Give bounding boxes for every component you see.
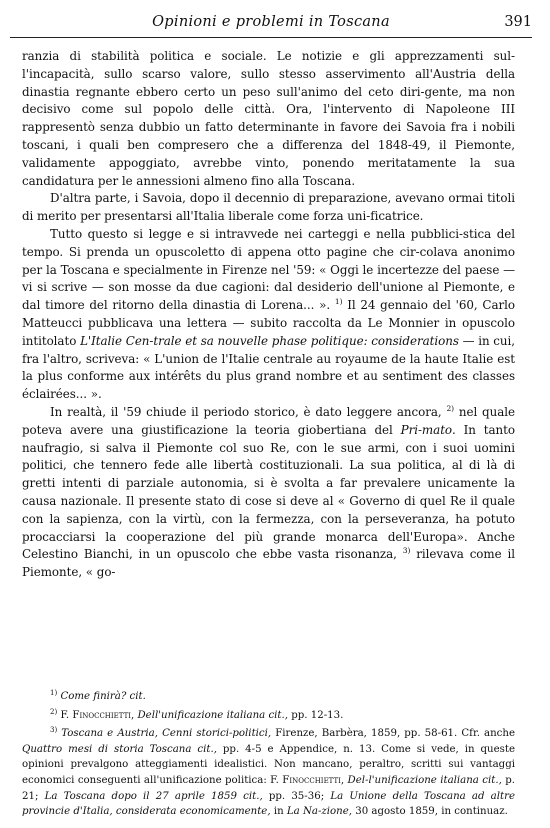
text-run: D'altra parte, i Savoia, dopo il decennio di preparazione, avevano ormai titoli di merito per presentarsi all'Italia liberale come forza uni-ficatrice. [22,191,515,224]
text-run: Tutto questo si legge e si intravvede nei carteggi e nella pubblici-stica del tempo. Si prenda un opuscoletto di appena otto pagine che cir-colava anonimo per la Toscana e specialmente in Firenze nel '59: « Oggi le incertezze del paese — vi si scrive — son mosse da due cagioni: dal desiderio dell'unione al Piemonte, e dal timore del ritorno della dinastia di Lorena... ». [22,226,515,313]
italic-run: La Na-zione, [286,806,352,818]
footnote-1-number: 1) [50,689,58,697]
footnote-3-text [22,728,515,817]
text-run: ranzia di stabilità politica e sociale. Le notizie e gli apprezzamenti sul-l'incapacità, sullo scarso valore, sullo stesso asservimento all'Austria della dinastia regnante ebbero certo un peso sull'animo del ceto diri-gente, ma non decisivo come sul popolo delle città. Ora, l'intervento di Napoleone III rappresentò senza dubbio un fatto determinante in favore dei Savoia fra i nobili toscani, i quali ben compresero che a differenza del 1848-49, il Piemonte, validamente appoggiato, avrebbe vinto, ponendo meritatamente la sua candidatura per le annessioni almeno fino alla Toscana. [22,49,515,188]
page-number: 391 [504,14,532,30]
text-run: in [270,806,287,818]
italic-run: Toscana e Austria, Cenni storici-politici, [61,728,272,740]
text-run: 30 agosto 1859, in continuaz. [351,806,508,818]
text-run: p. 21; [22,774,515,802]
text-run: pp. 4-5 e Appendice, n. 13. Come si vede, in queste opinioni prevalgono atteggiamenti idealistici. Non mancano, peraltro, scritti sui vantaggi economici conseguenti all'unificazione politica: [22,743,515,786]
footnote-2-title: Dell'unificazione italiana cit., [137,709,288,721]
header-rule [10,37,532,38]
footnote-ref: 1) [334,297,343,307]
italic-run: La Unione della Toscana ad altre provincie d'Italia, considerata economicamente, [22,790,515,818]
paragraph-4 [22,404,515,582]
footnote-2-pages: pp. 12-13. [291,709,344,721]
footnote-2-author: F. Finocchietti, [60,709,135,721]
italic-run: La Toscana dopo il 27 aprile 1859 cit., [44,790,263,802]
paragraph-2 [22,190,515,226]
text-run: — in cui, fra l'altro, scriveva: « L'union de l'Italie centrale au royaume de la haute Italie est la plus conforme aux intérêts du plus grand nombre et au sentiment des classes éclairées... ». [22,333,516,402]
footnote-ref: 3) [402,546,411,556]
footnote-1-text: Come finirà? cit. [60,691,146,702]
running-title: Opinioni e problemi in Toscana [152,14,390,30]
footnote-ref: 2) [446,403,455,413]
italic-run: Del-l'unificazione italiana cit., [344,774,502,786]
footnote-3-number: 3) [50,726,58,735]
footnote-3 [22,723,515,820]
text-run: . In tanto naufragio, si salva il Piemonte col suo Re, con le sue armi, con i suoi uomini politici, che tennero fede alle libertà costituzionali. La sua politica, al di là di gretti intenti di parziale autonomia, si è svolta a far prevalere unicamente la causa nazionale. Il presente stato di cose si deve al « Governo di quel Re il quale con la sapienza, con la virtù, con la fermezza, con la perseveranza, ha potuto procacciarsi la cooperazione del più grande monarca dell'Europa». Anche Celestino Bianchi, in un opuscolo che ebbe vasta risonanza, [22,422,515,562]
footnotes [22,686,515,820]
footnote-1 [22,686,515,705]
small-caps-run: F. Finocchietti, [270,774,345,786]
footnote-2-number: 2) [50,707,58,716]
paragraph-3 [22,226,515,404]
text-run: Firenze, Barbèra, 1859, pp. 58-61. Cfr. anche [271,728,515,740]
italic-run: Pri-mato [400,422,453,437]
text-run: pp. 35-36; [262,790,331,802]
italic-run: L'Italie Cen-trale et sa nouvelle phase politique: considerations [80,333,459,348]
text-run: Il 24 gennaio del '60, Carlo Matteucci pubblicava una lettera — subito raccolta da Le Monnier in opuscolo intitolato [22,298,515,348]
paragraph-1 [22,48,515,190]
text-run: In realtà, il '59 chiude il periodo storico, è dato leggere ancora, [50,404,447,419]
text-run: nel quale poteva avere una giustificazione la teoria giobertiana del [22,404,515,437]
running-header [10,14,532,34]
italic-run: Quattro mesi di storia Toscana cit., [22,743,217,755]
text-run: rilevava come il Piemonte, « go- [22,547,516,580]
footnote-2 [22,705,515,724]
main-text [22,48,515,582]
